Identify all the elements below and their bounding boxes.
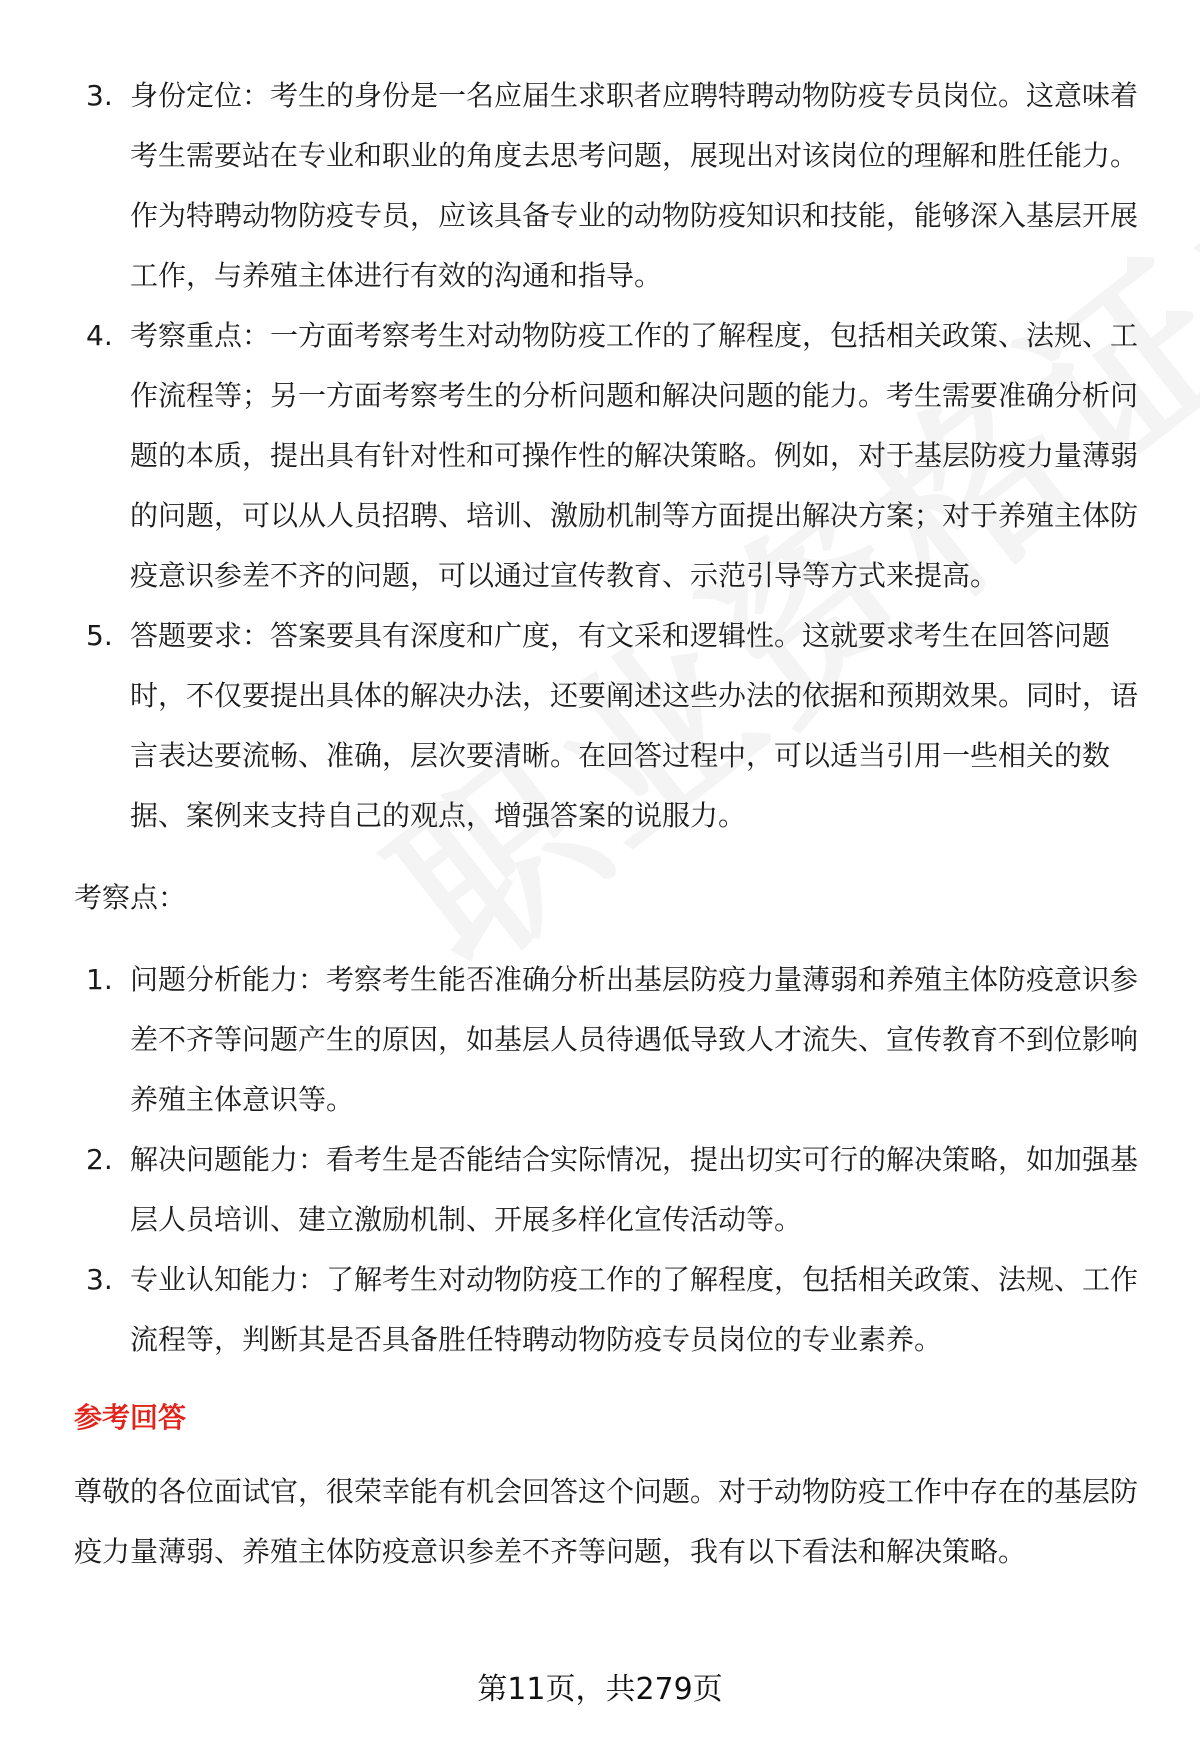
list-text: 考察重点：一方面考察考生对动物防疫工作的了解程度，包括相关政策、法规、工作流程等；另一方面考察考生的分析问题和解决问题的能力。考生需要准确分析问题的本质，提出具有针对性和可操作性的解决策略。例如，对于基层防疫力量薄弱的问题，可以从人员招聘、培训、激励机制等方面提出解决方案；对于养殖主体防疫意识参差不齐的问题，可以通过宣传教育、示范引导等方式来提高。 bbox=[130, 319, 1139, 592]
list-text: 专业认知能力：了解考生对动物防疫工作的了解程度，包括相关政策、法规、工作流程等，判断其是否具备胜任特聘动物防疫专员岗位的专业素养。 bbox=[130, 1263, 1139, 1356]
list-number: 4. bbox=[86, 319, 113, 352]
list-item bbox=[74, 1130, 1144, 1250]
page-footer: 第11页，共279页 bbox=[477, 1672, 723, 1707]
list-item bbox=[74, 950, 1144, 1130]
points-label: 考察点： bbox=[74, 881, 187, 914]
list-text: 身份定位：考生的身份是一名应届生求职者应聘特聘动物防疫专员岗位。这意味着考生需要站在专业和职业的角度去思考问题，展现出对该岗位的理解和胜任能力。作为特聘动物防疫专员，应该具备专业的动物防疫知识和技能，能够深入基层开展工作，与养殖主体进行有效的沟通和指导。 bbox=[130, 79, 1139, 292]
list-item bbox=[74, 306, 1144, 606]
analysis-list bbox=[74, 66, 1144, 846]
list-text: 问题分析能力：考察考生能否准确分析出基层防疫力量薄弱和养殖主体防疫意识参差不齐等问题产生的原因，如基层人员待遇低导致人才流失、宣传教育不到位影响养殖主体意识等。 bbox=[130, 963, 1139, 1116]
points-list bbox=[74, 950, 1144, 1370]
list-text: 答题要求：答案要具有深度和广度，有文采和逻辑性。这就要求考生在回答问题时，不仅要提出具体的解决办法，还要阐述这些办法的依据和预期效果。同时，语言表达要流畅、准确，层次要清晰。在回答过程中，可以适当引用一些相关的数据、案例来支持自己的观点，增强答案的说服力。 bbox=[130, 619, 1139, 832]
list-item bbox=[74, 66, 1144, 306]
list-number: 3. bbox=[86, 1263, 113, 1296]
list-number: 3. bbox=[86, 79, 113, 112]
list-item bbox=[74, 606, 1144, 846]
reference-answer-text: 尊敬的各位面试官，很荣幸能有机会回答这个问题。对于动物防疫工作中存在的基层防疫力量薄弱、养殖主体防疫意识参差不齐等问题，我有以下看法和解决策略。 bbox=[74, 1475, 1139, 1568]
reference-answer-heading: 参考回答 bbox=[74, 1401, 187, 1434]
document-body bbox=[74, 66, 1144, 1582]
list-item bbox=[74, 1250, 1144, 1370]
list-number: 5. bbox=[86, 619, 113, 652]
list-number: 2. bbox=[86, 1143, 113, 1176]
list-text: 解决问题能力：看考生是否能结合实际情况，提出切实可行的解决策略，如加强基层人员培训、建立激励机制、开展多样化宣传活动等。 bbox=[130, 1143, 1139, 1236]
list-number: 1. bbox=[86, 963, 113, 996]
